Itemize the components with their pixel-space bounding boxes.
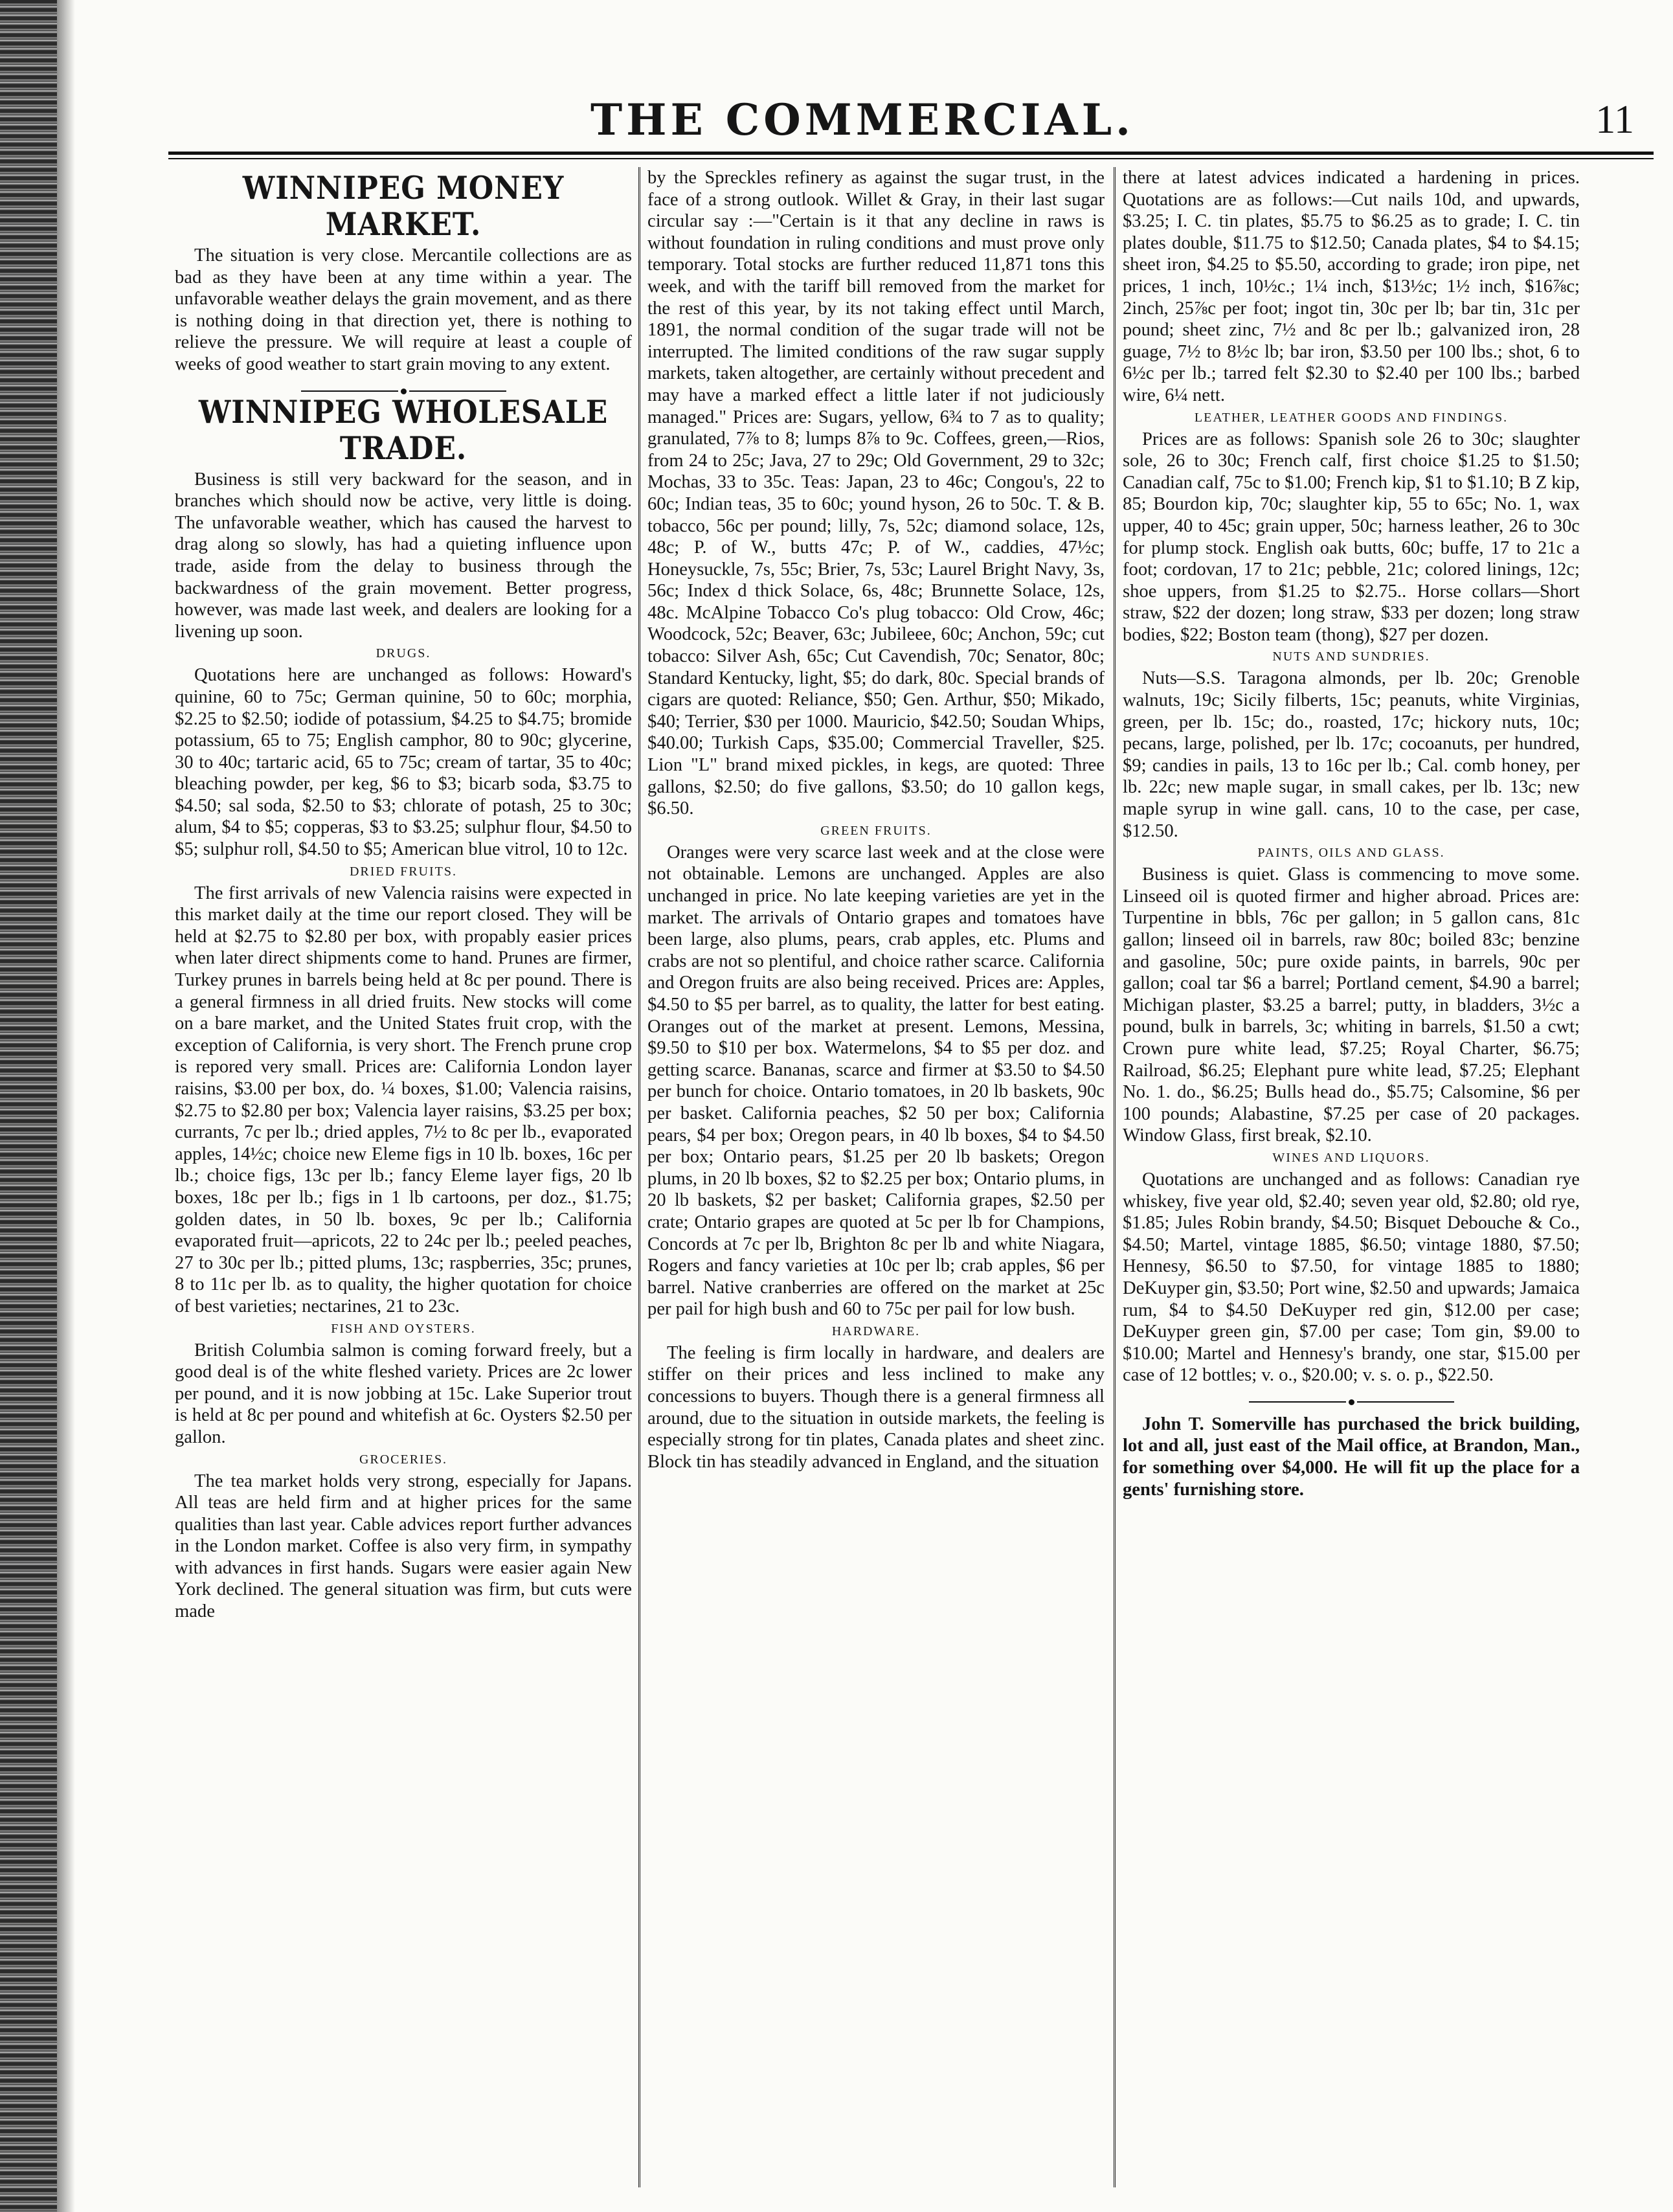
page-number: 11 — [1595, 98, 1634, 142]
column-rule-2 — [1114, 167, 1116, 2187]
wines-text: Quotations are unchanged and as follows: Canadian rye whiskey, five year old, $2.40; seven year old, $2.80; old rye, $1.85; Jules Robin brandy, $4.50; Bisquet Debouche & Co., $4.50; Martel, vintage 1885, $6.50; vintage 1880, $7.50; Hennesy, $6.50 to $7.50, for vintage 1885 to 1880; DeKuyper gin, $3.50; Port wine, $2.50 and upwards; Jamaica rum, $4 to $4.50 DeKuyper red gin, $12.00 per case; DeKuyper green gin, $7.00 per case; Tom gin, $9.00 to $10.00; Martel and Hennesy's brandy, one star, $15.00 per case of 12 bottles; v. o., $20.00; v. s. o. p., $22.50. — [1123, 1169, 1580, 1386]
fish-oysters-subhead: FISH AND OYSTERS. — [331, 1321, 476, 1336]
dried-fruits-text: The first arrivals of new Valencia raisins were expected in this market daily at the time our report closed. They will be held at $2.75 to $2.80 per box, with propably easier prices when later direct shipments come to hand. Prunes are firmer, Turkey prunes in barrels being held at 8c per pound. There is a general firmness in all dried fruits. New stocks will come on a bare market, and the United States fruit crop, with the exception of California, is very short. The French prune crop is repored very small. Prices are: California London layer raisins, $3.00 per box, do. ¼ boxes, $1.00; Valencia raisins, $2.75 to $2.80 per box; Valencia layer raisins, $3.25 per box; currants, 7c per lb.; dried apples, 7½ to 8c per lb., evaporated apples, 14½c; choice new Eleme figs in 10 lb. boxes, 16c per lb.; choice figs, 13c per lb.; fancy Eleme layer figs, 20 lb boxes, 18c per lb.; figs in 1 lb cartoons, per doz., $1.75; golden dates, in 50 lb. boxes, 9c per lb.; California evaporated fruit—apricots, 22 to 24c per lb.; peeled peaches, 27 to 30c per lb.; pitted plums, 13c; raspberries, 35c; prunes, 8 to 11c per lb. as to quality, the higher quotation for choice of best varieties; nectarines, 21 to 23c. — [175, 883, 632, 1316]
somerville-notice: John T. Somerville has purchased the brick building, lot and all, just east of the Mail office, at Brandon, Man., for something over $4,000. He will fit up the place for a gents' furnishing store. — [1123, 1414, 1580, 1500]
drugs-subhead: DRUGS. — [376, 646, 431, 661]
hardware-text: The feeling is firm locally in hardware, and dealers are stiffer on their prices and less inclined to make any concessions to buyers. Though there is a general firmness all around, due to the situation in outside markets, the feeling is especially strong for tin plates, Canada plates and sheet zinc. Block tin has steadily advanced in England, and the situation — [647, 1342, 1105, 1472]
money-market-text: The situation is very close. Mercantile collections are as bad as they have been at any time within a year. The unfavorable weather delays the grain movement, and as there is nothing doing in that direction yet, there is nothing to relieve the pressure. We will require at least a couple of weeks of good weather to start grain moving to any extent. — [175, 245, 632, 374]
scan-binding-edge — [0, 0, 57, 2212]
section-divider — [175, 379, 632, 390]
wines-subhead: WINES AND LIQUORS. — [1272, 1150, 1430, 1165]
wholesale-trade-headline: WINNIPEG WHOLESALE TRADE. — [198, 392, 609, 467]
nuts-subhead: NUTS AND SUNDRIES. — [1272, 649, 1430, 664]
paints-subhead: PAINTS, OILS AND GLASS. — [1257, 846, 1445, 861]
green-fruits-text: Oranges were very scarce last week and at the close were not obtainable. Lemons are unchanged. Apples are also unchanged in price. No late keeping varieties are yet in the market. The arrivals of Ontario grapes and tomatoes have been large, also plums, pears, crab apples, etc. Plums and crabs are not so plentiful, and choice rather scarce. California and Oregon fruits are also being received. Prices are: Apples, $4.50 to $5 per barrel, as to quality, the latter for best eating. Oranges out of the market at present. Lemons, Messina, $9.50 to $10 per box. Watermelons, $4 to $5 per doz. and getting scarce. Bananas, scarce and firmer at $3.50 to $4.50 per bunch for choice. Ontario tomatoes, in 20 lb baskets, 90c per basket. California peaches, $2 50 per box; California pears, $4 per box; Oregon pears, in 40 lb boxes, $4 to $4.50 per box; Ontario pears, $1.25 per 20 lb baskets; Oregon plums, in 20 lb boxes, $2 to $2.25 per box; Ontario plums, in 20 lb baskets, $2 per basket; California grapes, $2.50 per crate; Ontario grapes are quoted at 5c per lb for Champions, Concords at 7c per lb, Brighton 8c per lb and white Niagara, Rogers and fancy varieties at 10c per lb; crab apples, $6 per barrel. Native cranberries are offered on the market at 25c per pail for high bush and 60 to 75c per pail for low bush. — [647, 842, 1105, 1320]
column-rule-1 — [638, 167, 640, 2187]
masthead-rule — [168, 152, 1654, 155]
column-3 — [1123, 167, 1580, 2187]
groceries-continued-text: by the Spreckles refinery as against the sugar trust, in the face of a strong outlook. Willet & Gray, in their last sugar circular say :—"Certain is it that any decline in raws is without foundation in ruling conditions and must prove only temporary. Total stocks are further reduced 11,871 tons this week, and with the tariff bill removed from the market for the rest of this year, by its not taking effect until March, 1891, the normal condition of the sugar trade will not be interrupted. The limited conditions of the raw sugar supply markets, taken altogether, are certainly without precedent and may have a marked effect a little later if not judiciously managed." Prices are: Sugars, yellow, 6¾ to 7 as to quality; granulated, 7⅞ to 8; lumps 8⅞ to 9c. Coffees, green,—Rios, from 24 to 25c; Java, 27 to 29c; Old Government, 29 to 32c; Mochas, 33 to 35c. Teas: Japan, 23 to 46c; Congou's, 22 to 60c; Indian teas, 35 to 60c; yound hyson, 26 to 50c. T. & B. tobacco, 56c per pound; lilly, 7s, 52c; diamond solace, 12s, 48c; P. of W., butts 47c; P. of W., caddies, 47½c; Honeysuckle, 7s, 55c; Brier, 7s, 53c; Laurel Bright Navy, 3s, 56c; Index d thick Solace, 6s, 48c; Brunnette Solace, 12s, 48c. McAlpine Tobacco Co's plug tobacco: Old Crow, 46c; Woodcock, 52c; Beaver, 63c; Jubileee, 60c; Anchon, 59c; cut tobacco: Silver Ash, 65c; Cut Cavendish, 70c; Senator, 80c; Standard Kentucky, light, $5; do dark, 80c. Special brands of cigars are quoted: Reliance, $50; Gen. Arthur, $50; Mikado, $40; Terrier, $30 per 1000. Mauricio, $42.50; Soudan Whips, $40.00; Turkish Caps, $35.00; Commercial Traveller, $25. Lion "L" brand mixed pickles, in kegs, are quoted: Three gallons, $2.50; do five gallons, $3.50; do 10 gallon kegs, $6.50. — [647, 168, 1105, 819]
fish-oysters-text: British Columbia salmon is coming forward freely, but a good deal is of the white fleshed variety. Prices are 2c lower per pound, and it is now jobbing at 15c. Lake Superior trout is held at 8c per pound and whitefish at 6c. Oysters $2.50 per gallon. — [175, 1340, 632, 1447]
money-market-headline: WINNIPEG MONEY MARKET. — [242, 169, 565, 243]
section-divider — [1123, 1390, 1580, 1401]
column-2 — [647, 167, 1105, 2187]
groceries-subhead: GROCERIES. — [359, 1452, 448, 1467]
leather-text: Prices are as follows: Spanish sole 26 to 30c; slaughter sole, 26 to 30c; French calf, first choice $1.25 to $1.50; Canadian calf, 75c to $1.00; French kip, $1 to $1.10; B Z kip, 85; Bourdon kip, 70c; slaughter kip, 55 to 65c; No. 1, wax upper, 40 to 45c; grain upper, 50c; harness leather, 26 to 30c for plump stock. English oak butts, 60c; buffe, 17 to 21c a foot; cordovan, 17 to 21c; pebble, 21c; colored linings, 12c; shoe uppers, from $1.25 to $2.75.. Horse collars—Short straw, $22 der dozen; long straw, $33 per dozen; long straw bodies, $22; Boston team (thong), $27 per dozen. — [1123, 429, 1580, 645]
paints-text: Business is quiet. Glass is commencing to move some. Linseed oil is quoted firmer and higher abroad. Prices are: Turpentine in bbls, 76c per gallon; in 5 gallon cans, 81c gallon; linseed oil in barrels, raw 80c; boiled 83c; benzine and gasoline, 50c; pure oxide paints, in barrels, 90c per gallon; coal tar $6 a barrel; Portland cement, $4.90 a barrel; Michigan plaster, $3.25 a barrel; putty, in bladders, 3½c a pound, bulk in barrels, 3c; whiting in barrels, $1.50 a cwt; Crown pure white lead, $7.25; Royal Charter, $6.75; Railroad, $6.25; Elephant pure white lead, $7.25; Elephant No. 1. do., $6.25; Bulls head do., $5.75; Calsomine, $6 per 100 pounds; Alabastine, $7.25 per case of 20 packages. Window Glass, first break, $2.10. — [1123, 864, 1580, 1146]
masthead-rule-thin — [168, 158, 1654, 159]
masthead-title: THE COMMERCIAL. — [590, 95, 1135, 145]
green-fruits-subhead: GREEN FRUITS. — [820, 823, 932, 838]
dried-fruits-subhead: DRIED FRUITS. — [349, 864, 457, 879]
drugs-text: Quotations here are unchanged as follows: Howard's quinine, 60 to 75c; German quinine, 50 to 60c; morphia, $2.25 to $2.50; iodide of potassium, $4.25 to $4.75; bromide potassium, 65 to 75; English camphor, 80 to 90c; glycerine, 30 to 40c; tartaric acid, 65 to 75c; cream of tartar, 35 to 40c; bleaching powder, per keg, $6 to $3; bicarb soda, $3.75 to $4.50; sal soda, $2.50 to $3; chlorate of potash, 25 to 30c; alum, $4 to $5; copperas, $3 to $3.25; sulphur flour, $4.50 to $5; sulphur roll, $4.50 to $5; American blue vitrol, 10 to 12c. — [175, 665, 632, 860]
hardware-continued-text: there at latest advices indicated a hardening in prices. Quotations are as follows:—Cut nails 10d, and upwards, $3.25; I. C. tin plates, $5.75 to $6.25 as to grade; I. C. tin plates double, $11.75 to $12.50; Canada plates, $4 to $4.15; sheet iron, $4.25 to $5.50, according to grade; iron pipe, net prices, 1 inch, 10½c.; 1¼ inch, $13½c; 1½ inch, $16⅞c; 2inch, 25⅞c per foot; ingot tin, 30c per lb; bar tin, 31c per pound; sheet zinc, 7½ and 8c per lb.; galvanized iron, 28 guage, 7½ to 8½c lb; bar iron, $3.50 per 100 lbs.; shot, 6 to 6½c per lb.; tarred felt $2.30 to $2.40 per 100 lbs.; barbed wire, 6¼ nett. — [1123, 168, 1580, 405]
masthead — [71, 91, 1654, 149]
groceries-text: The tea market holds very strong, especially for Japans. All teas are held firm and at higher prices for the same qualities than last year. Cable advices report further advances in the London market. Coffee is also very firm, in sympathy with advances in first hands. Sugars were easier again New York declined. The general situation was firm, but cuts were made — [175, 1471, 632, 1622]
wholesale-trade-text: Business is still very backward for the season, and in branches which should now be active, very little is doing. The unfavorable weather, which has caused the harvest to drag along so slowly, has had a quieting influence upon trade, aside from the delay to business through the backwardness of the grain movement. Better progress, however, was made last week, and dealers are looking for a livening up soon. — [175, 469, 632, 642]
nuts-text: Nuts—S.S. Taragona almonds, per lb. 20c; Grenoble walnuts, 19c; Sicily filberts, 15c; peanuts, white Virginias, green, per lb. 15c; do., roasted, 17c; hickory nuts, 10c; pecans, large, polished, per lb. 17c; cocoanuts, per hundred, $9; candies in pails, 13 to 16c per lb.; Cal. comb honey, per lb. 22c; new maple sugar, in small cakes, per lb. 13c; new maple syrup in wine gall. cans, 10 to the case, per case, $12.50. — [1123, 668, 1580, 841]
column-1 — [175, 167, 632, 2187]
leather-subhead: LEATHER, LEATHER GOODS AND FINDINGS. — [1194, 410, 1509, 425]
hardware-subhead: HARDWARE. — [831, 1324, 921, 1338]
